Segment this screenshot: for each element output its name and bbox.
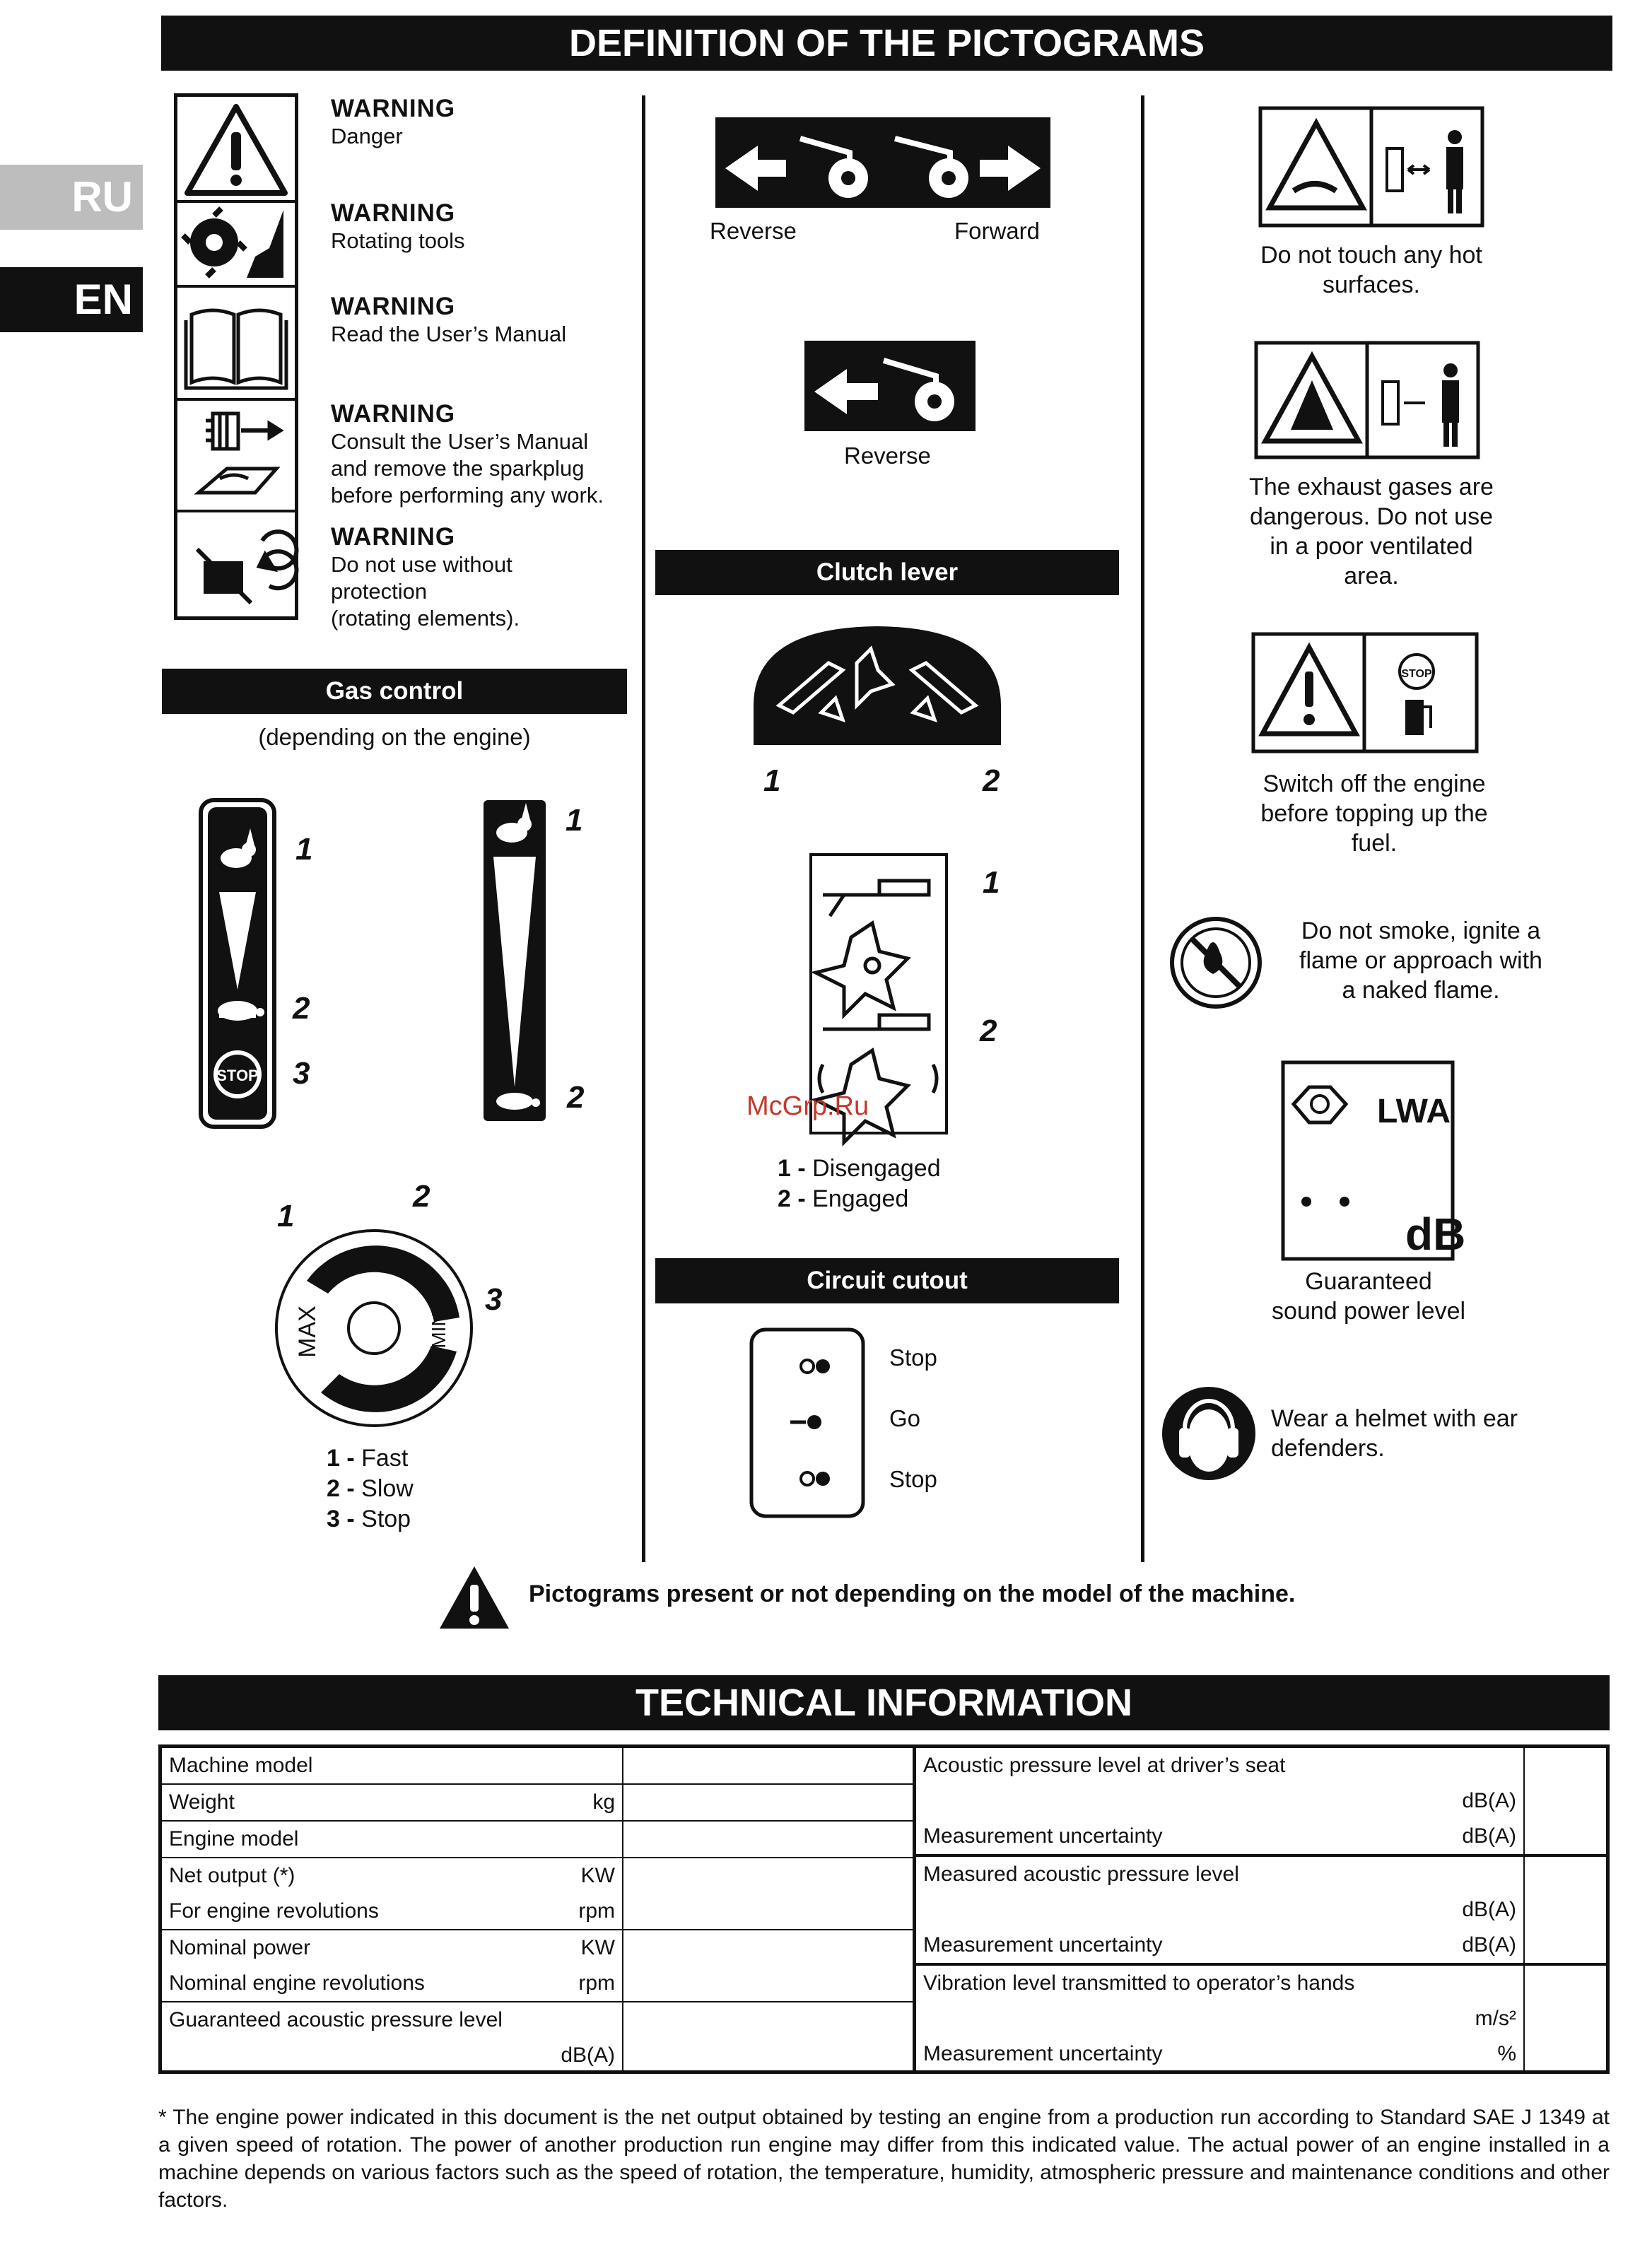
reverse-pictogram (804, 341, 976, 431)
slider-b-label-1: 1 (566, 803, 583, 838)
table-cell (1524, 2001, 1606, 2036)
table-cell: Measured acoustic pressure level (916, 1855, 1524, 1892)
reverse-single-label: Reverse (844, 442, 931, 469)
dial-number-1: 1 (277, 1199, 295, 1233)
dial-number-3: 3 (485, 1282, 503, 1317)
table-cell (623, 1966, 913, 2002)
table-row (916, 1928, 1606, 1964)
slider-b-label-2: 2 (567, 1080, 585, 1115)
table-cell (1524, 1748, 1606, 1783)
technical-table-right (916, 1748, 1606, 2072)
slider-a-label-2: 2 (293, 991, 310, 1026)
table-cell: m/s² (916, 2001, 1524, 2036)
gas-legend (327, 1443, 414, 1535)
warning-text: Do not use without (331, 552, 512, 577)
table-cell (1524, 2036, 1606, 2072)
exhaust-caption: The exhaust gases are dangerous. Do not use in a poor ventilated area. (1249, 474, 1494, 590)
table-cell: Weight kg (162, 1784, 623, 1821)
fuel-stop-text: STOP (1401, 668, 1432, 680)
lwa-label: LWA (1377, 1093, 1451, 1130)
table-cell: Measurement uncertainty dB(A) (916, 1928, 1524, 1964)
table-row (162, 1894, 913, 1930)
table-cell (623, 1930, 913, 1966)
circuit-label-stop: Stop (889, 1466, 937, 1492)
warning-text: before performing any work. (331, 483, 604, 508)
table-cell (623, 2038, 913, 2073)
legend-item: 2 - Slow (327, 1475, 414, 1502)
technical-table (158, 1744, 1610, 2074)
fuel-pictogram (1251, 632, 1479, 753)
no-protection-rotating-icon (197, 532, 296, 603)
clutch-number-2: 2 (983, 763, 1000, 798)
legend-item: 1 - Disengaged (778, 1155, 941, 1182)
warning-text: Read the User’s Manual (331, 322, 567, 346)
warning-manual (331, 293, 566, 348)
table-cell (1524, 1928, 1606, 1964)
table-cell (623, 1894, 913, 1930)
table-row (162, 1858, 913, 1894)
gas-control-subtitle: (depending on the engine) (258, 724, 531, 750)
warning-text: Consult the User’s Manual (331, 429, 589, 454)
table-row (916, 1783, 1606, 1819)
warning-title: WARNING (331, 523, 456, 551)
clutch-lever-title: Clutch lever (655, 550, 1119, 595)
table-cell: dB(A) (162, 2038, 623, 2073)
warning-danger (331, 95, 455, 150)
forward-label: Forward (954, 218, 1041, 244)
table-cell: Net output (*) KW (162, 1858, 623, 1894)
sparkplug-manual-icon (199, 414, 281, 493)
circuit-cutout-switch (749, 1327, 865, 1518)
clutch-legend (778, 1154, 941, 1214)
column-divider (642, 95, 645, 1562)
table-cell: dB(A) (916, 1783, 1524, 1819)
table-cell: For engine revolutions rpm (162, 1894, 623, 1930)
table-cell (623, 1858, 913, 1894)
lang-tab-en[interactable]: EN (0, 267, 143, 332)
reverse-forward-pictogram (715, 117, 1050, 208)
circuit-label-stop: Stop (889, 1344, 937, 1371)
table-cell: Measurement uncertainty % (916, 2036, 1524, 2072)
table-row (162, 2002, 913, 2038)
watermark: McGrp.Ru (746, 1091, 869, 1121)
db-label: dB (1405, 1209, 1466, 1260)
throttle-slider (481, 797, 549, 1124)
table-cell (1524, 1819, 1606, 1855)
exhaust-pictogram (1254, 341, 1480, 459)
table-row (916, 1855, 1606, 1892)
clutch-side-number-1: 1 (983, 865, 1000, 900)
dial-min-label: MIN (428, 1312, 450, 1349)
warning-title: WARNING (331, 400, 456, 428)
table-cell (1524, 1892, 1606, 1928)
no-smoking-icon (1166, 913, 1265, 1012)
legend-item: 1 - Fast (327, 1445, 409, 1472)
table-cell (623, 1821, 913, 1858)
table-cell: Vibration level transmitted to operator’s hands (916, 1964, 1524, 2001)
table-row (916, 1892, 1606, 1928)
technical-table-left (162, 1748, 913, 2073)
gas-control-title: Gas control (162, 669, 627, 714)
table-cell (1524, 1783, 1606, 1819)
table-cell (623, 2002, 913, 2038)
clutch-side-number-2: 2 (980, 1014, 997, 1048)
fuel-caption: Switch off the engine before topping up the fuel. (1260, 770, 1488, 857)
sound-power-pictogram (1281, 1060, 1466, 1261)
table-cell: Guaranteed acoustic pressure level (162, 2002, 623, 2038)
table-row (162, 1930, 913, 1966)
table-cell (1524, 1964, 1606, 2001)
dial-number-2: 2 (413, 1179, 430, 1214)
table-cell: Nominal power KW (162, 1930, 623, 1966)
table-row (162, 1784, 913, 1821)
table-cell (623, 1748, 913, 1784)
table-row (162, 2038, 913, 2073)
warning-text: Rotating tools (331, 228, 465, 253)
table-row (916, 2001, 1606, 2036)
table-row (162, 1966, 913, 2002)
hot-surface-caption: Do not touch any hot surfaces. (1260, 242, 1482, 298)
clutch-number-1: 1 (763, 763, 781, 798)
warning-icon-strip (174, 93, 298, 620)
circuit-label-go: Go (889, 1405, 921, 1431)
warning-text: (rotating elements). (331, 606, 520, 631)
warning-title: WARNING (331, 95, 456, 122)
ear-defenders-icon (1159, 1384, 1258, 1483)
technical-title: TECHNICAL INFORMATION (158, 1675, 1610, 1730)
rotating-tools-icon (183, 209, 283, 278)
throttle-dial (271, 1226, 476, 1431)
footer-note: Pictograms present or not depending on the model of the machine. (529, 1580, 1296, 1607)
no-smoking-caption: Do not smoke, ignite a flame or approach with a naked flame. (1299, 917, 1542, 1004)
table-row (162, 1748, 913, 1784)
sound-power-caption: Guaranteed sound power level (1271, 1268, 1466, 1325)
slider-a-label-1: 1 (295, 832, 313, 867)
slider-a-label-3: 3 (293, 1056, 310, 1091)
table-row (916, 1964, 1606, 2001)
warning-title: WARNING (331, 293, 456, 320)
legend-item: 3 - Stop (327, 1506, 411, 1532)
table-cell: Engine model (162, 1821, 623, 1858)
stop-badge-text: STOP (216, 1067, 259, 1084)
warning-protection (331, 523, 520, 632)
legend-item: 2 - Engaged (778, 1185, 909, 1212)
table-cell: Machine model (162, 1748, 623, 1784)
lang-tab-ru[interactable]: RU (0, 165, 143, 230)
warning-text: protection (331, 579, 428, 604)
reverse-label: Reverse (710, 218, 797, 244)
column-divider (1141, 95, 1144, 1562)
ear-defenders-caption: Wear a helmet with ear defenders. (1271, 1405, 1518, 1462)
danger-icon (187, 107, 285, 193)
table-cell (1524, 1855, 1606, 1892)
warning-title: WARNING (331, 199, 456, 227)
table-cell: Nominal engine revolutions rpm (162, 1966, 623, 2002)
table-row (916, 2036, 1606, 2072)
table-cell: Measurement uncertainty dB(A) (916, 1819, 1524, 1855)
dial-max-label: MAX (294, 1306, 321, 1358)
circuit-cutout-title: Circuit cutout (655, 1258, 1119, 1303)
throttle-slider-stop (198, 797, 277, 1130)
table-row (162, 1821, 913, 1858)
warning-text: and remove the sparkplug (331, 456, 585, 481)
warning-rotating (331, 199, 465, 254)
warning-text: Danger (331, 124, 403, 148)
clutch-pictogram (751, 621, 1004, 746)
warning-sparkplug (331, 400, 604, 509)
table-cell (623, 1784, 913, 1821)
pictograms-title: DEFINITION OF THE PICTOGRAMS (161, 16, 1612, 71)
book-icon (186, 310, 286, 388)
hot-surface-pictogram (1258, 106, 1484, 228)
technical-footnote: * The engine power indicated in this document is the net output obtained by testing an engine from a production run according to Standard SAE J 1349 at a given speed of rotation. The power of another production run engine may differ from this indicated value. The actual power of an engine installed in a machine depends on various factors such as the speed of rotation, the temperature, humidity, atmospheric pressure and maintenance conditions and other factors. (158, 2106, 1610, 2212)
table-row (916, 1819, 1606, 1855)
table-cell: Acoustic pressure level at driver’s seat (916, 1748, 1524, 1783)
table-cell: dB(A) (916, 1892, 1524, 1928)
table-row (916, 1748, 1606, 1783)
footer-warning-icon (437, 1564, 512, 1631)
